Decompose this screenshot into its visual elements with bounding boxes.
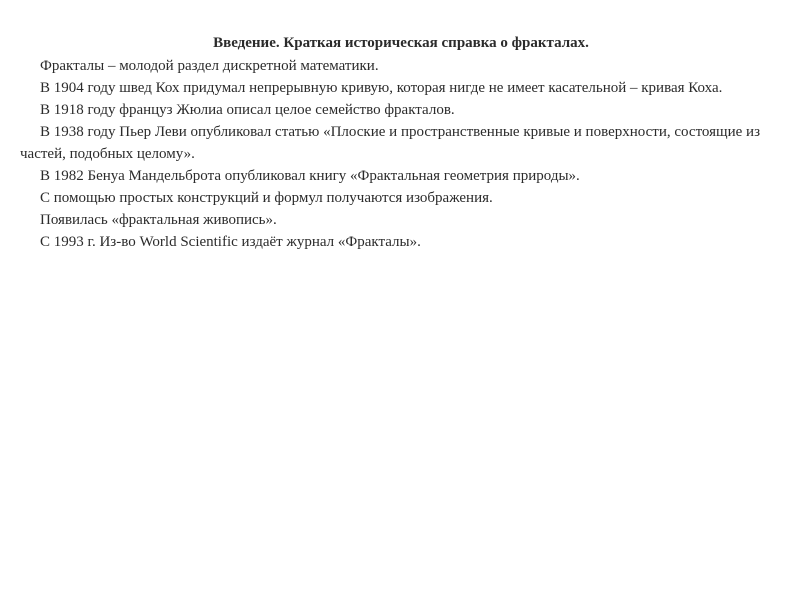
paragraph-1: Фракталы – молодой раздел дискретной математики. [40,58,379,74]
paragraph-8: С 1993 г. Из-во World Scientific издаёт журнал «Фракталы». [40,234,421,250]
paragraph-5: В 1982 Бенуа Мандельброта опубликовал книгу «Фрактальная геометрия природы». [40,168,580,184]
paragraph-7: Появилась «фрактальная живопись». [40,212,277,228]
paragraph-2: В 1904 году швед Кох придумал непрерывную кривую, которая нигде не имеет касательной – кривая Коха. [40,80,723,96]
document-body [20,32,760,253]
paragraph-3: В 1918 году француз Жюлиа описал целое семейство фракталов. [40,102,455,118]
paragraph-6: С помощью простых конструкций и формул получаются изображения. [40,190,493,206]
paragraph-4: В 1938 году Пьер Леви опубликовал статью «Плоские и пространственные кривые и поверхности, состоящие из частей, подобных целому». [20,124,760,162]
document-title: Введение. Краткая историческая справка о фракталах. [213,35,589,51]
